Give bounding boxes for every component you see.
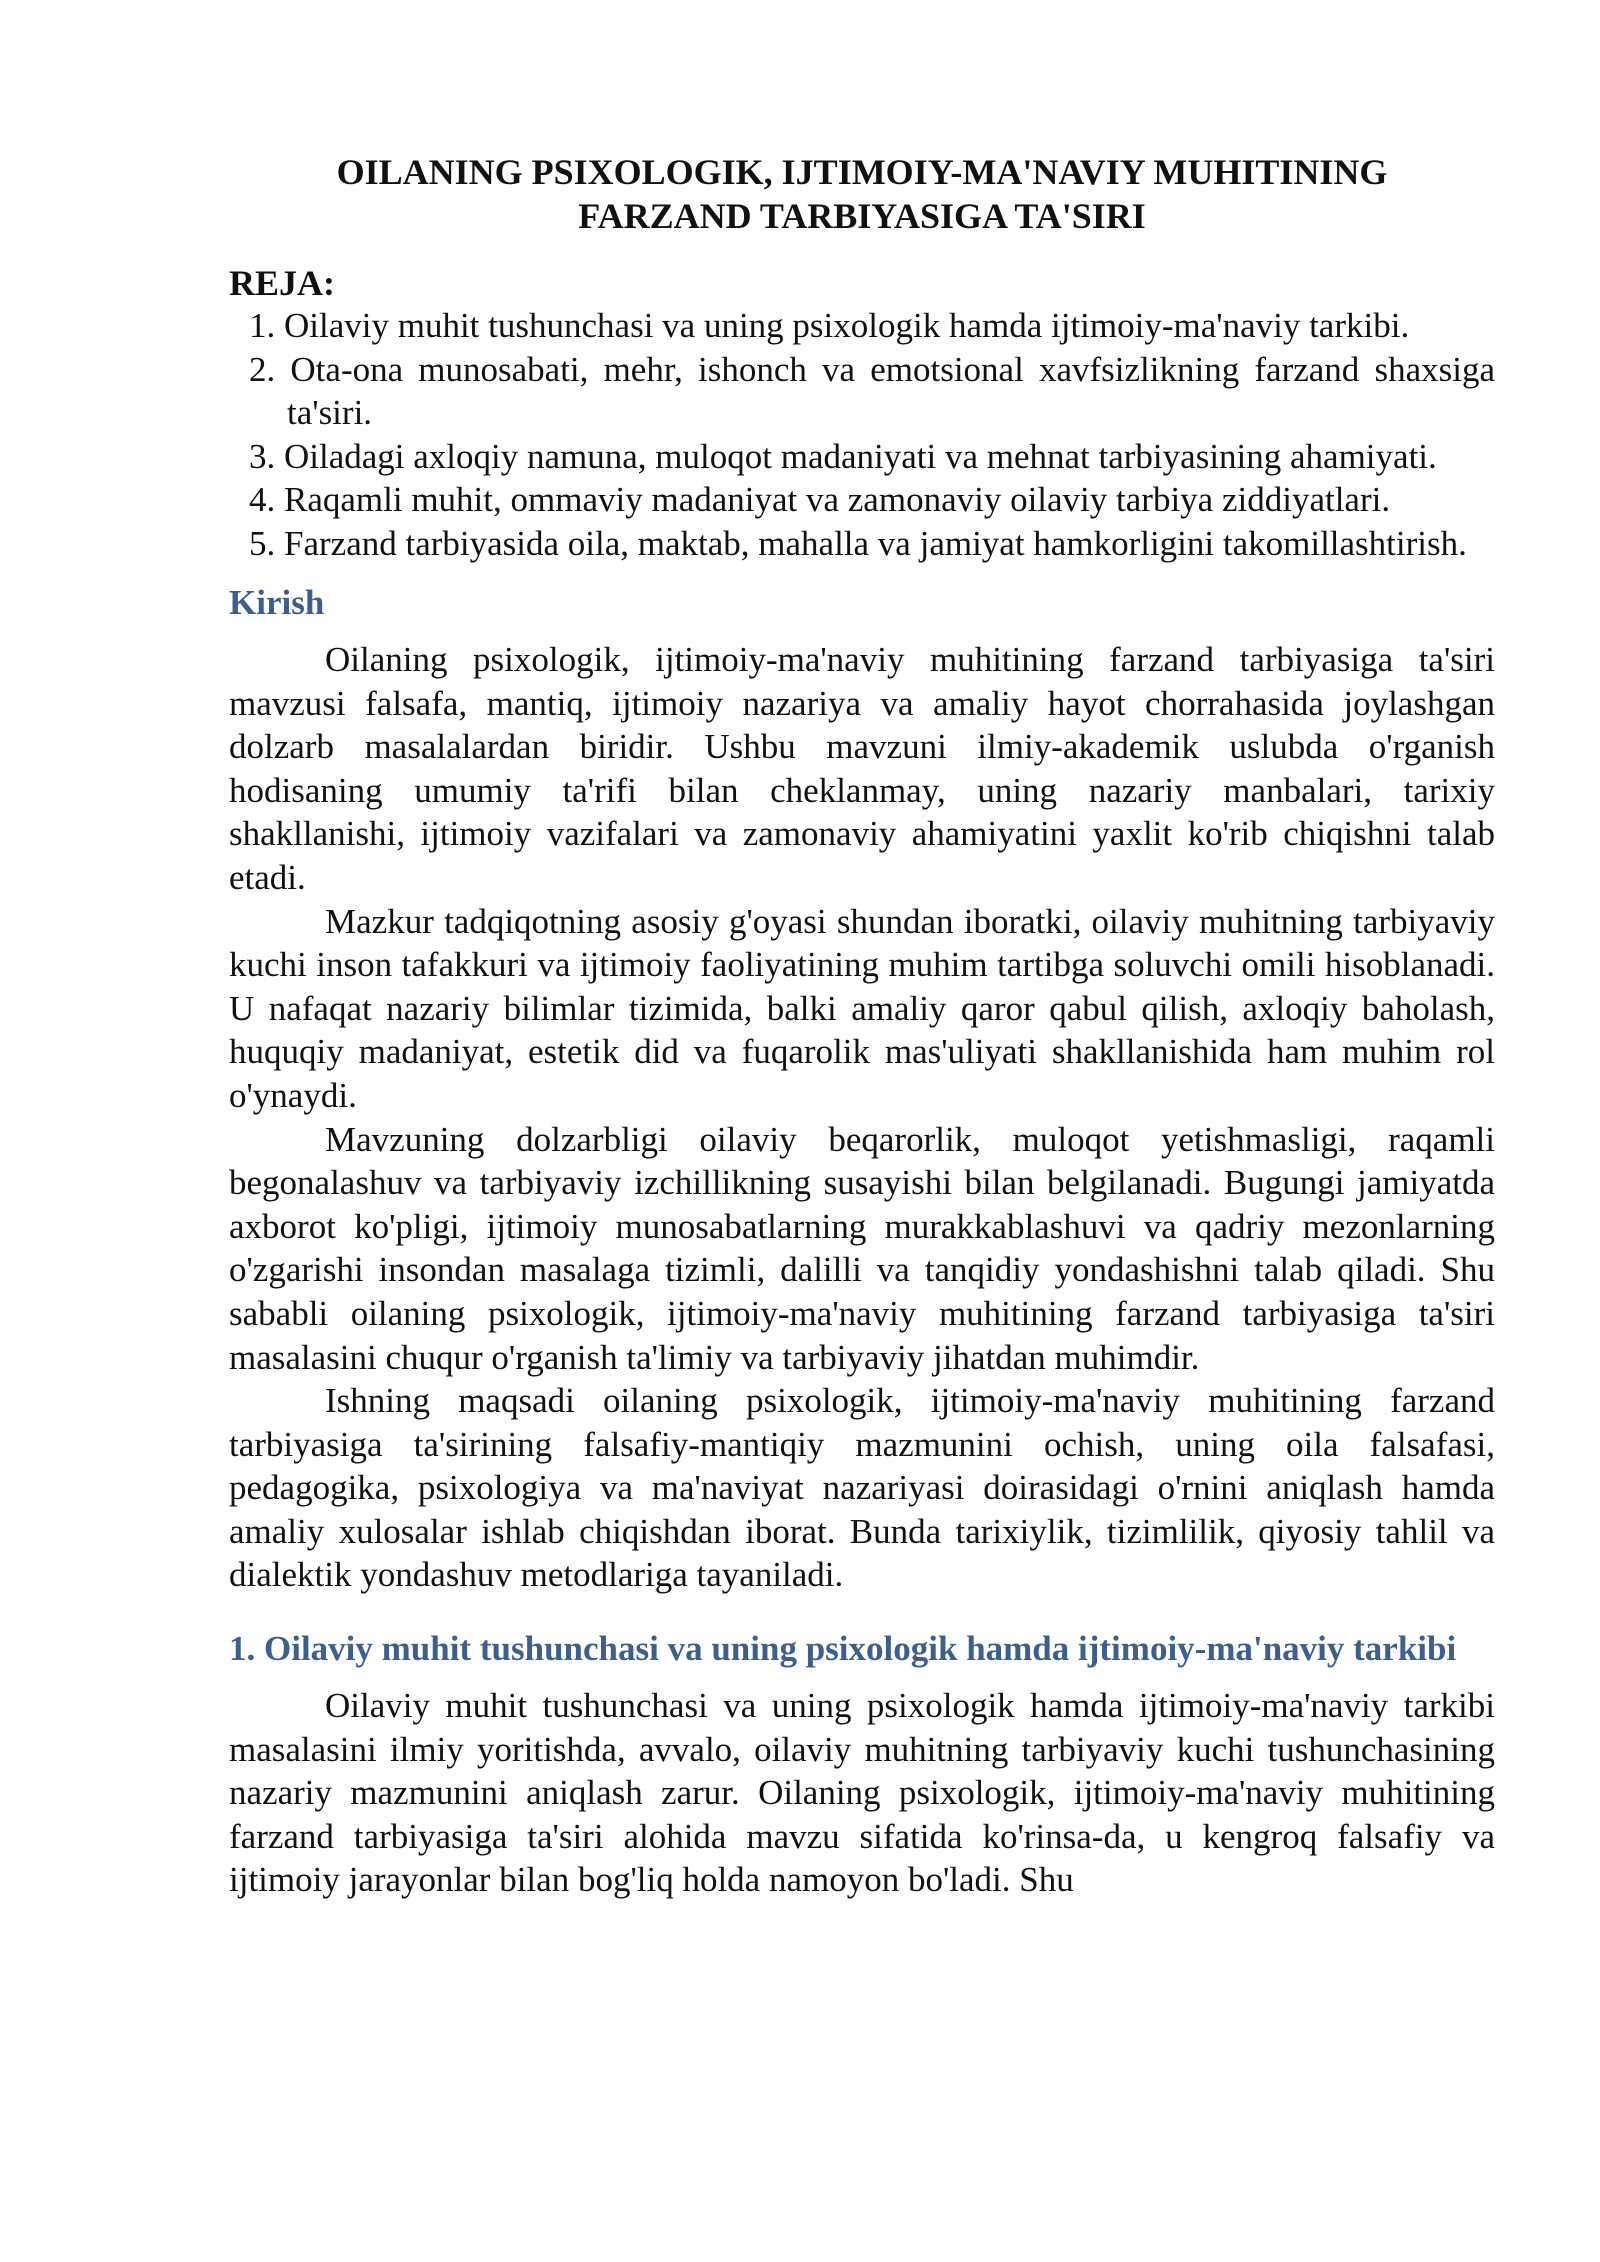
plan-heading: REJA: (229, 263, 335, 303)
document-title-line-1: OILANING PSIXOLOGIK, IJTIMOIY-MA'NAVIY MUHITINING (336, 152, 1388, 192)
document-title-line-2: FARZAND TARBIYASIGA TA'SIRI (578, 196, 1146, 236)
intro-paragraph: Mazkur tadqiqotning asosiy g'oyasi shundan iboratki, oilaviy muhitning tarbiyaviy kuchi inson tafakkuri va ijtimoiy faoliyatining muhim tartibga soluvchi omili hisoblanadi. U nafaqat nazariy bilimlar tizimida, balki amaliy qaror qabul qilish, axloqiy baholash, huquqiy madaniyat, estetik did va fuqarolik mas'uliyati shakllanishida ham muhim rol o'ynaydi. (229, 901, 1495, 1115)
section-1-heading: 1. Oilaviy muhit tushunchasi va uning psixologik hamda ijtimoiy-ma'naviy tarkibi (229, 1629, 1457, 1669)
intro-paragraph: Mavzuning dolzarbligi oilaviy beqarorlik, muloqot yetishmasligi, raqamli begonalashuv va tarbiyaviy izchillikning susayishi bilan belgilanadi. Bugungi jamiyatda axborot ko'pligi, ijtimoiy munosabatlarning murakkablashuvi va qadriy mezonlarning o'zgarishi insondan masalaga tizimli, dalilli va tanqidiy yondashishni talab qiladi. Shu sababli oilaning psixologik, ijtimoiy-ma'naviy muhitining farzand tarbiyasiga ta'siri masalasini chuqur o'rganish ta'limiy va tarbiyaviy jihatdan muhimdir. (229, 1119, 1495, 1377)
plan-item: 2. Ota-ona munosabati, mehr, ishonch va emotsional xavfsizlikning farzand shaxsiga ta'siri. (249, 349, 1495, 432)
plan-item: 5. Farzand tarbiyasida oila, maktab, mahalla va jamiyat hamkorligini takomillashtirish. (249, 523, 1467, 563)
plan-item: 4. Raqamli muhit, ommaviy madaniyat va zamonaviy oilaviy tarbiya ziddiyatlari. (249, 480, 1391, 519)
intro-heading: Kirish (229, 583, 325, 622)
document-title (229, 150, 1495, 238)
intro-paragraph: Ishning maqsadi oilaning psixologik, ijtimoiy-ma'naviy muhitining farzand tarbiyasiga ta'sirining falsafiy-mantiqiy mazmunini ochish, uning oila falsafasi, pedagogika, psixologiya va ma'naviyat nazariyasi doirasidagi o'rnini aniqlash hamda amaliy xulosalar ishlab chiqishdan iborat. Bunda tarixiylik, tizimlilik, qiyosiy tahlil va dialektik yondashuv metodlariga tayaniladi. (229, 1381, 1495, 1595)
plan-item: 3. Oiladagi axloqiy namuna, muloqot madaniyati va mehnat tarbiyasining ahamiyati. (249, 436, 1437, 476)
section-spacer (229, 1597, 1495, 1609)
section-1-paragraph: Oilaviy muhit tushunchasi va uning psixologik hamda ijtimoiy-ma'naviy tarkibi masalasini ilmiy yoritishda, avvalo, oilaviy muhitning tarbiyaviy kuchi tushunchasining nazariy mazmunini aniqlash zarur. Oilaning psixologik, ijtimoiy-ma'naviy muhitining farzand tarbiyasiga ta'siri alohida mavzu sifatida ko'rinsa-da, u kengroq falsafiy va ijtimoiy jarayonlar bilan bog'liq holda namoyon bo'ladi. Shu (229, 1686, 1495, 1900)
plan-item: 1. Oilaviy muhit tushunchasi va uning psixologik hamda ijtimoiy-ma'naviy tarkibi. (249, 306, 1410, 345)
plan-list (229, 304, 1495, 565)
intro-paragraph: Oilaning psixologik, ijtimoiy-ma'naviy muhitining farzand tarbiyasiga ta'siri mavzusi falsafa, mantiq, ijtimoiy nazariya va amaliy hayot chorrahasida joylashgan dolzarb masalalardan biridir. Ushbu mavzuni ilmiy-akademik uslubda o'rganish hodisaning umumiy ta'rifi bilan cheklanmay, uning nazariy manbalari, tarixiy shakllanishi, ijtimoiy vazifalari va zamonaviy ahamiyatini yaxlit ko'rib chiqishni talab etadi. (229, 640, 1495, 897)
document-body (229, 150, 1495, 1902)
